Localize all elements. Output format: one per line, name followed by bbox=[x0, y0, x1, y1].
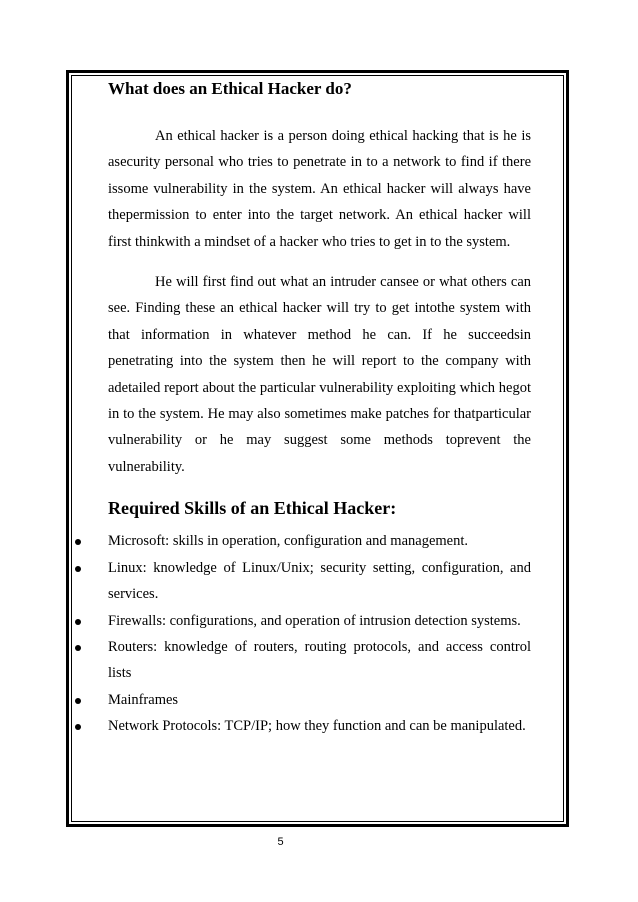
section-title-ethical-hacker: What does an Ethical Hacker do? bbox=[108, 79, 352, 98]
bullet-icon bbox=[75, 645, 81, 651]
paragraph-1: An ethical hacker is a person doing ethical hacking that is he is asecurity personal who tries to penetrate in to a network to find if there issome vulnerability in the system. An ethical hacker will always have thepermission to enter into the target network. An ethical hacker will first thinkwith a mindset of a hacker who tries to get in to the system. bbox=[108, 128, 531, 250]
list-item-text: Mainframes bbox=[108, 691, 179, 708]
list-item-text: Network Protocols: TCP/IP; how they function and can be manipulated. bbox=[108, 718, 526, 735]
list-item bbox=[108, 608, 531, 634]
list-item-text: Firewalls: configurations, and operation of intrusion detection systems. bbox=[108, 612, 521, 629]
paragraph-2: He will first find out what an intruder cansee or what others can see. Finding these an ethical hacker will try to get intothe system with that information in whatever method he can. If he succeedsin penetrating into the system then he will report to the company with adetailed report about the particular vulnerability exploiting which hegot in to the system. He may also sometimes make patches for thatparticular vulnerability or he may suggest some methods toprevent the vulnerability. bbox=[108, 274, 531, 475]
page-number: 5 bbox=[277, 836, 284, 848]
list-item bbox=[108, 634, 531, 687]
list-item bbox=[108, 555, 531, 608]
bullet-icon bbox=[75, 566, 81, 572]
list-item-text: Routers: knowledge of routers, routing protocols, and access control lists bbox=[108, 638, 531, 682]
bullet-icon bbox=[75, 619, 81, 625]
list-item-text: Microsoft: skills in operation, configuration and management. bbox=[108, 533, 469, 550]
list-item bbox=[108, 713, 531, 739]
skills-list bbox=[108, 528, 531, 739]
bullet-icon bbox=[75, 698, 81, 704]
page-content bbox=[108, 78, 531, 740]
section-title-required-skills: Required Skills of an Ethical Hacker: bbox=[108, 498, 397, 519]
list-item bbox=[108, 687, 531, 713]
list-item-text: Linux: knowledge of Linux/Unix; security setting, configuration, and services. bbox=[108, 559, 531, 603]
list-item bbox=[108, 528, 531, 554]
